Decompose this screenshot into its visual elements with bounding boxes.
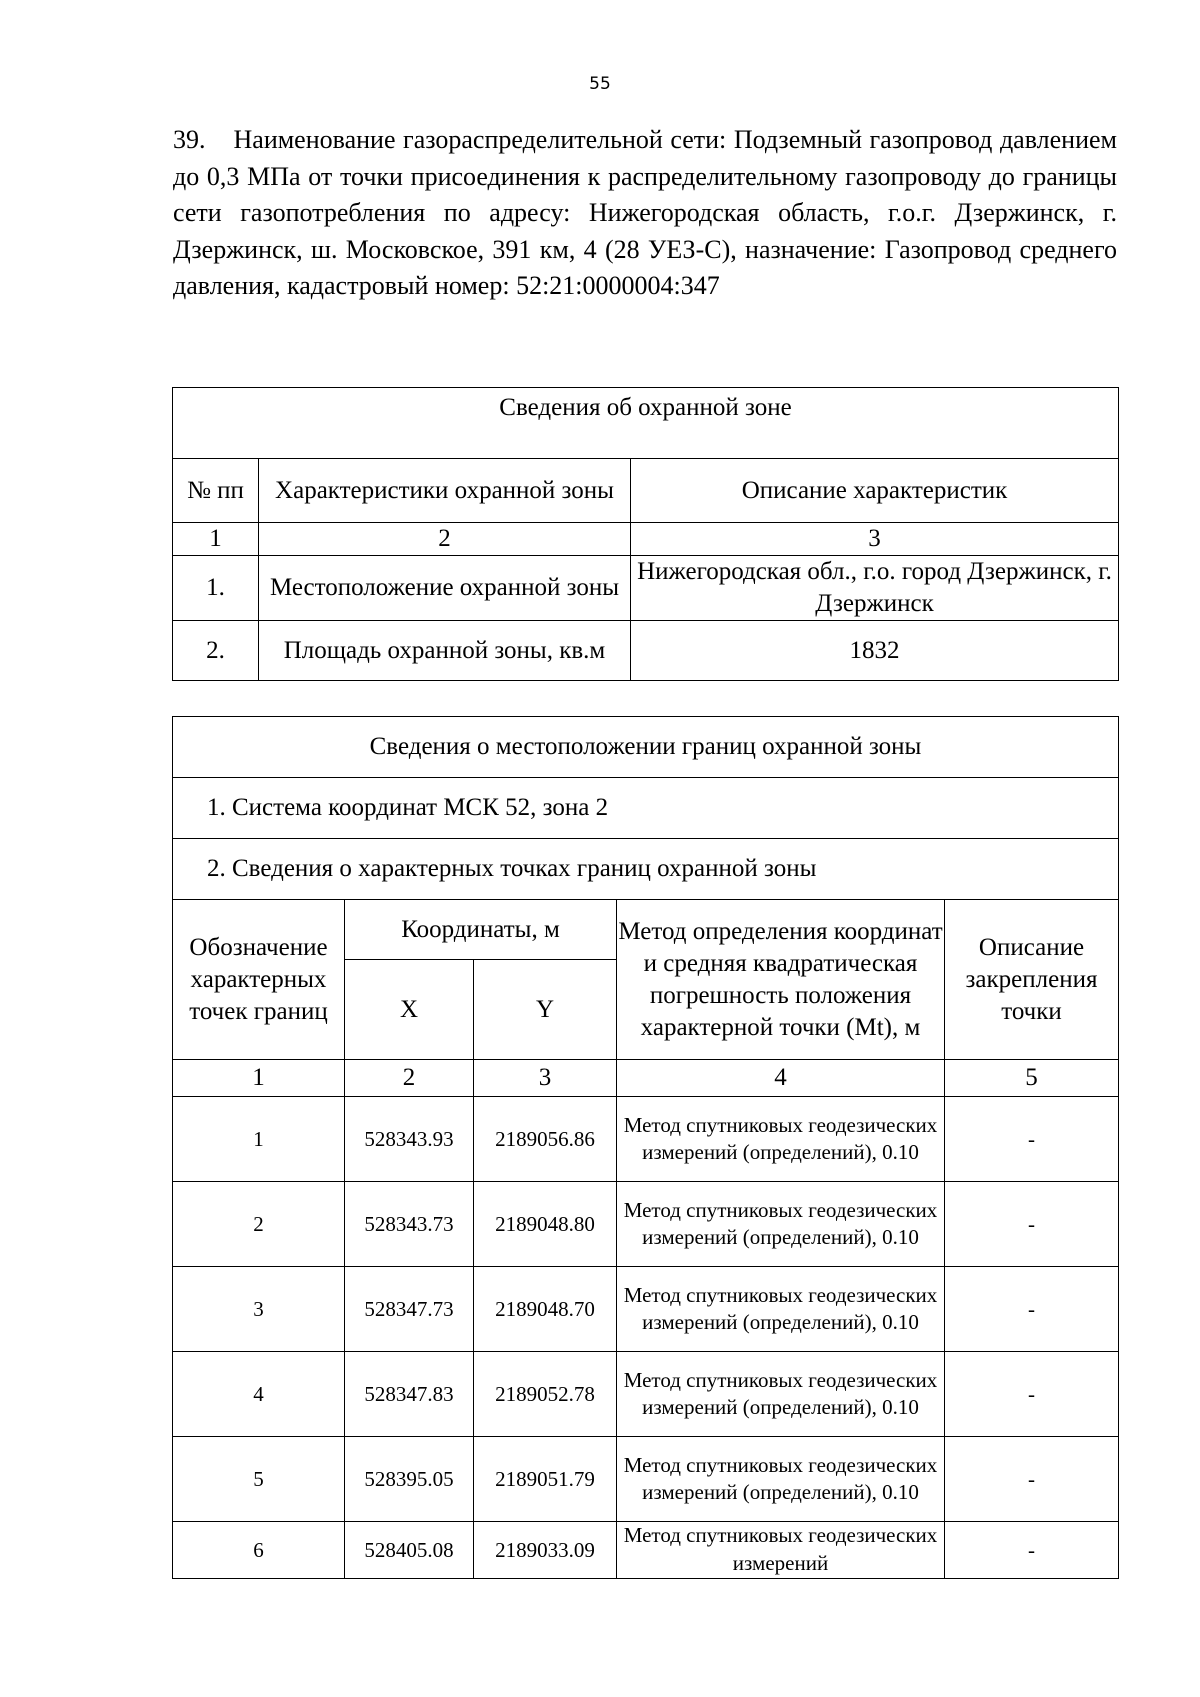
point-method: Метод спутниковых геодезических измерений (определений), 0.10 — [617, 1267, 945, 1352]
point-y: 2189056.86 — [474, 1097, 617, 1182]
point-x: 528343.73 — [345, 1182, 474, 1267]
item-text: Наименование газораспределительной сети: Подземный газопровод давлением до 0,3 МПа от точки присоединения к распределительному газопроводу до границы сети газопотребления по адресу: Нижегородская область, г.о.г. Дзержинск, г. Дзержинск, ш. Московское, 391 км, 4 (28 УЕЗ-С), назначение: Газопровод среднего давления, кадастровый номер: 52:21:0000004:347 — [173, 125, 1117, 300]
table-row — [173, 556, 1119, 621]
point-fixing: - — [945, 1522, 1119, 1579]
point-y: 2189052.78 — [474, 1352, 617, 1437]
point-fixing: - — [945, 1267, 1119, 1352]
col-header-description: Описание характеристик — [631, 459, 1119, 523]
point-x: 528405.08 — [345, 1522, 474, 1579]
boundary-points-table — [172, 716, 1119, 1579]
point-fixing: - — [945, 1352, 1119, 1437]
point-id: 2 — [173, 1182, 345, 1267]
point-method: Метод спутниковых геодезических измерений (определений), 0.10 — [617, 1352, 945, 1437]
col-header-number: № пп — [173, 459, 259, 523]
point-x: 528347.73 — [345, 1267, 474, 1352]
page-number: 55 — [589, 74, 611, 94]
row-description: Нижегородская обл., г.о. город Дзержинск, г. Дзержинск — [631, 556, 1119, 621]
point-x: 528347.83 — [345, 1352, 474, 1437]
col-header-coordinates: Координаты, м — [345, 900, 617, 960]
table-row — [173, 1182, 1119, 1267]
row-description: 1832 — [631, 621, 1119, 681]
index-cell: 1 — [173, 523, 259, 556]
col-header-y: Y — [474, 960, 617, 1060]
point-id: 5 — [173, 1437, 345, 1522]
table-row — [173, 1097, 1119, 1182]
point-fixing: - — [945, 1182, 1119, 1267]
index-cell: 2 — [259, 523, 631, 556]
table-row — [173, 1267, 1119, 1352]
index-cell: 4 — [617, 1060, 945, 1097]
point-fixing: - — [945, 1097, 1119, 1182]
col-header-characteristic: Характеристики охранной зоны — [259, 459, 631, 523]
table-row — [173, 621, 1119, 681]
col-header-fixing: Описание закрепления точки — [945, 900, 1119, 1060]
index-cell: 1 — [173, 1060, 345, 1097]
protection-zone-table — [172, 387, 1119, 681]
point-x: 528343.93 — [345, 1097, 474, 1182]
table-title: Сведения о местоположении границ охранной зоны — [173, 717, 1119, 778]
table-row — [173, 1522, 1119, 1579]
col-header-x: X — [345, 960, 474, 1060]
point-x: 528395.05 — [345, 1437, 474, 1522]
index-cell: 5 — [945, 1060, 1119, 1097]
col-header-method: Метод определения координат и средняя квадратическая погрешность положения характерной точки (Mt), м — [617, 900, 945, 1060]
point-method: Метод спутниковых геодезических измерений (определений), 0.10 — [617, 1182, 945, 1267]
index-cell: 3 — [631, 523, 1119, 556]
row-number: 1. — [173, 556, 259, 621]
point-y: 2189048.70 — [474, 1267, 617, 1352]
point-fixing: - — [945, 1437, 1119, 1522]
point-method: Метод спутниковых геодезических измерений (определений), 0.10 — [617, 1437, 945, 1522]
point-y: 2189051.79 — [474, 1437, 617, 1522]
point-id: 4 — [173, 1352, 345, 1437]
point-id: 6 — [173, 1522, 345, 1579]
index-cell: 2 — [345, 1060, 474, 1097]
point-id: 3 — [173, 1267, 345, 1352]
row-number: 2. — [173, 621, 259, 681]
points-heading: 2. Сведения о характерных точках границ охранной зоны — [173, 839, 1119, 900]
row-characteristic: Площадь охранной зоны, кв.м — [259, 621, 631, 681]
index-cell: 3 — [474, 1060, 617, 1097]
item-number: 39. — [173, 125, 206, 154]
point-method: Метод спутниковых геодезических измерений — [617, 1522, 945, 1579]
col-header-designation: Обозначение характерных точек границ — [173, 900, 345, 1060]
table-title: Сведения об охранной зоне — [173, 388, 1119, 459]
point-method: Метод спутниковых геодезических измерений (определений), 0.10 — [617, 1097, 945, 1182]
table-row — [173, 1437, 1119, 1522]
row-characteristic: Местоположение охранной зоны — [259, 556, 631, 621]
coordinate-system: 1. Система координат МСК 52, зона 2 — [173, 778, 1119, 839]
point-id: 1 — [173, 1097, 345, 1182]
point-y: 2189033.09 — [474, 1522, 617, 1579]
table-row — [173, 1352, 1119, 1437]
point-y: 2189048.80 — [474, 1182, 617, 1267]
network-description — [173, 122, 1117, 305]
